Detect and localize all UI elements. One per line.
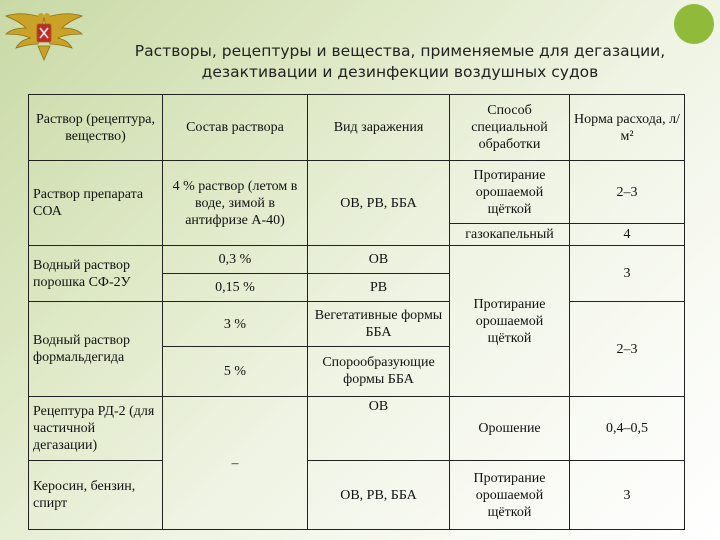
soa-composition: 4 % раствор (летом в воде, зимой в антифризе А-40) (163, 161, 308, 246)
rd2-method: Орошение (450, 397, 570, 461)
sf2u-rate: 3 (570, 246, 685, 302)
soa-rate-2: 4 (570, 223, 685, 245)
eagle-emblem-icon (4, 8, 84, 64)
sf2u-contamination-2: РВ (308, 274, 450, 302)
sf2u-name: Водный раствор порошка СФ-2У (29, 246, 163, 302)
formaldehyde-name: Водный раствор формальдегида (29, 302, 163, 397)
table-row (29, 161, 685, 223)
shared-method: Протирание орошаемой щёткой (450, 246, 570, 397)
table-header-row (29, 95, 685, 161)
formaldehyde-rate: 2–3 (570, 302, 685, 397)
page-title (120, 41, 680, 83)
table-row (29, 461, 685, 530)
soa-rate-1: 2–3 (570, 161, 685, 223)
composition-dash: – (163, 397, 308, 530)
soa-method-2: газокапельный (450, 223, 570, 245)
kerosene-contamination: ОВ, РВ, ББА (308, 461, 450, 530)
formaldehyde-contamination-1: Вегетативные формы ББА (308, 302, 450, 346)
soa-name: Раствор препарата СОА (29, 161, 163, 246)
kerosene-name: Керосин, бензин, спирт (29, 461, 163, 530)
formaldehyde-contamination-2: Спорообразующие формы ББА (308, 346, 450, 396)
header-contamination: Вид заражения (308, 95, 450, 161)
sf2u-contamination-1: ОВ (308, 246, 450, 274)
soa-contamination: ОВ, РВ, ББА (308, 161, 450, 246)
soa-method-1: Протирание орошаемой щёткой (450, 161, 570, 223)
rd2-rate: 0,4–0,5 (570, 397, 685, 461)
rd2-name: Рецептура РД-2 (для частичной дегазации) (29, 397, 163, 461)
sf2u-composition-2: 0,15 % (163, 274, 308, 302)
table-row (29, 246, 685, 274)
header-composition: Состав раствора (163, 95, 308, 161)
header-solution: Раствор (рецептура, вещество) (29, 95, 163, 161)
formaldehyde-composition-2: 5 % (163, 346, 308, 396)
header-method: Способ специальной обработки (450, 95, 570, 161)
rd2-contamination: ОВ (308, 397, 450, 461)
header-rate: Норма расхода, л/м² (570, 95, 685, 161)
table-row (29, 397, 685, 461)
kerosene-method: Протирание орошаемой щёткой (450, 461, 570, 530)
title-line-1: Растворы, рецептуры и вещества, применяемые для дегазации, (134, 42, 666, 60)
table-row (29, 302, 685, 346)
sf2u-composition-1: 0,3 % (163, 246, 308, 274)
title-line-2: дезактивации и дезинфекции воздушных судов (201, 63, 599, 81)
decorative-circle (674, 4, 714, 44)
formaldehyde-composition-1: 3 % (163, 302, 308, 346)
decontamination-table (28, 94, 685, 530)
kerosene-rate: 3 (570, 461, 685, 530)
